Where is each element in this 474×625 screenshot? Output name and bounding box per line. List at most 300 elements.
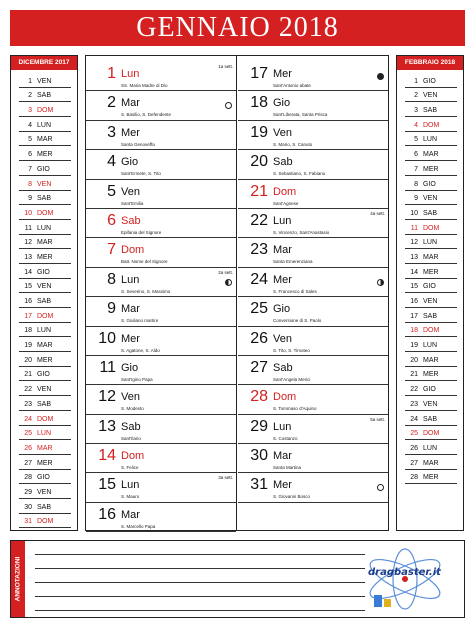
side-day-name: VEN (37, 283, 52, 291)
side-day-name: MAR (423, 459, 439, 467)
side-day-row (405, 440, 457, 455)
side-day-number: 18 (24, 327, 32, 335)
day-number: 18 (250, 94, 268, 112)
side-day-name: DOM (37, 209, 54, 217)
side-day-name: LUN (37, 327, 52, 335)
side-day-row (405, 337, 457, 352)
day-cell (238, 473, 388, 502)
side-day-row (405, 205, 457, 220)
week-number: 4a sett. (370, 210, 385, 216)
weekday: Sab (273, 361, 293, 374)
side-day-number: 15 (410, 283, 418, 291)
saint-name: S. Mario, S. Canuto (273, 141, 313, 147)
saint-name: Batt. Nome del Signore (121, 259, 168, 265)
side-day-row (405, 161, 457, 176)
site-logo (360, 545, 450, 613)
side-day-row (19, 411, 71, 426)
side-day-row (405, 235, 457, 250)
saint-name: S. Mauro (121, 494, 140, 500)
side-day-name: GIO (37, 474, 50, 482)
side-day-number: 22 (24, 386, 32, 394)
day-cell (238, 268, 388, 297)
day-cell (86, 415, 236, 444)
side-day-number: 16 (24, 298, 32, 305)
side-day-name: DOM (37, 415, 54, 423)
day-number: 17 (250, 65, 268, 82)
side-day-name: GIO (423, 386, 436, 394)
side-day-number: 8 (414, 180, 418, 188)
day-cell (238, 150, 388, 179)
saint-name: Epifania del Signore (121, 229, 162, 235)
day-cell (86, 385, 236, 414)
day-number: 13 (98, 417, 116, 435)
side-day-number: 25 (410, 430, 418, 438)
side-day-row (19, 470, 71, 485)
saint-name: S. Giuliano martire (121, 318, 159, 324)
day-number: 30 (250, 447, 268, 465)
full-moon-icon (377, 484, 384, 491)
side-day-row (19, 220, 71, 235)
side-day-name: SAB (37, 400, 52, 408)
side-day-number: 1 (28, 77, 32, 85)
next-month-column (396, 55, 464, 531)
side-day-row (19, 381, 71, 396)
first-quarter-moon-icon (377, 279, 384, 286)
side-day-number: 4 (28, 121, 32, 129)
weekday: Lun (121, 273, 140, 286)
week-number: 2a sett. (218, 269, 233, 275)
saint-name: S. Costanzo (273, 435, 298, 441)
side-day-row (19, 337, 71, 352)
side-day-name: LUN (37, 224, 52, 232)
side-day-name: VEN (423, 400, 438, 408)
side-day-number: 11 (24, 224, 32, 232)
saint-name: Sant'Igino Papa (121, 376, 153, 382)
side-day-row (405, 367, 457, 382)
day-cell (238, 444, 388, 473)
side-day-number: 30 (24, 503, 32, 511)
day-number: 9 (107, 300, 116, 318)
side-day-name: MER (37, 459, 53, 467)
side-day-name: VEN (37, 180, 52, 188)
side-day-name: MAR (37, 444, 53, 452)
side-day-name: MER (37, 253, 53, 261)
side-day-number: 17 (410, 312, 418, 320)
side-day-number: 14 (24, 268, 32, 276)
day-cell (86, 268, 236, 297)
side-day-row (19, 205, 71, 220)
side-day-row (19, 352, 71, 367)
side-day-name: SAB (37, 195, 52, 203)
previous-month-column (10, 55, 78, 531)
weekday: Sab (273, 156, 293, 169)
day-cell (86, 473, 236, 502)
day-number: 20 (250, 153, 268, 171)
side-day-row (19, 264, 71, 279)
saint-name: S. Vincenzo, Sant'Anastasio (273, 229, 330, 235)
note-line (35, 610, 365, 611)
side-day-row (19, 191, 71, 206)
weekday: Gio (273, 97, 291, 110)
side-day-name: GIO (37, 165, 50, 173)
side-day-row (19, 235, 71, 250)
side-day-row (19, 161, 71, 176)
side-day-number: 19 (410, 342, 418, 350)
side-day-row (19, 176, 71, 191)
side-day-name: DOM (37, 107, 54, 115)
saint-name: Sant'Angela Merici (273, 376, 311, 382)
weekday: Mar (121, 303, 140, 316)
day-number: 11 (99, 358, 116, 376)
side-day-row (19, 102, 71, 117)
side-day-number: 5 (28, 136, 32, 144)
annotations-tab (11, 541, 25, 617)
next-month-day-list (405, 73, 457, 484)
day-number: 28 (250, 388, 268, 406)
logo-text: dragbaster.it (368, 567, 441, 578)
weekday: Ven (273, 332, 292, 345)
weekday: Mar (273, 450, 292, 463)
side-day-row (19, 367, 71, 382)
side-day-number: 2 (414, 92, 418, 100)
side-day-name: MAR (423, 253, 439, 261)
weekday: Dom (273, 185, 297, 198)
saint-name: Santa Genoveffa (121, 141, 155, 147)
weekday: Gio (273, 303, 291, 316)
side-day-name: LUN (37, 121, 52, 129)
side-day-row (405, 220, 457, 235)
weekday: Mer (273, 479, 292, 492)
days-column-17-31 (238, 62, 388, 503)
side-day-name: MER (423, 371, 439, 379)
side-day-row (405, 426, 457, 441)
column-divider (236, 56, 237, 530)
side-day-number: 25 (24, 430, 32, 438)
side-day-row (405, 308, 457, 323)
side-day-name: SAB (423, 415, 438, 423)
saint-name: Sant'Ilario (121, 435, 141, 441)
saint-name: SS. Maria Madre di Dio (121, 83, 168, 88)
saint-name: S. Felice (121, 465, 139, 471)
day-number: 2 (107, 94, 116, 112)
day-cell (86, 503, 236, 532)
side-day-number: 4 (414, 121, 418, 129)
days-column-1-16 (86, 62, 236, 532)
side-day-number: 16 (410, 298, 418, 305)
side-day-name: DOM (423, 327, 440, 335)
side-day-row (19, 132, 71, 147)
side-day-name: GIO (423, 77, 436, 85)
side-day-name: MER (423, 165, 439, 173)
side-day-number: 28 (24, 474, 32, 482)
weekday: Mar (121, 508, 140, 521)
side-day-name: GIO (423, 283, 436, 291)
side-day-row (19, 499, 71, 514)
side-day-name: GIO (423, 180, 436, 188)
side-day-row (19, 514, 71, 529)
side-day-name: DOM (37, 312, 54, 320)
saint-name: Sant'Emilia (121, 200, 144, 206)
side-day-name: VEN (37, 386, 52, 394)
side-day-number: 8 (28, 180, 32, 188)
side-day-number: 6 (414, 151, 418, 159)
side-day-number: 26 (24, 444, 32, 452)
side-day-name: SAB (423, 312, 438, 320)
side-day-name: MER (423, 474, 439, 482)
full-moon-icon (225, 102, 232, 109)
side-day-row (19, 426, 71, 441)
weekday: Gio (121, 156, 139, 169)
saint-name: S. Giovanni Bosco (273, 494, 311, 500)
day-number: 27 (250, 358, 268, 376)
side-day-name: DOM (37, 518, 54, 526)
side-day-row (405, 117, 457, 132)
weekday: Lun (273, 214, 292, 227)
side-day-number: 19 (24, 342, 32, 350)
day-number: 22 (250, 211, 268, 229)
side-day-name: DOM (423, 430, 440, 438)
weekday: Sab (121, 214, 141, 227)
day-number: 4 (107, 153, 116, 171)
side-day-number: 2 (28, 92, 32, 100)
weekday: Dom (121, 244, 145, 257)
side-day-number: 23 (24, 400, 32, 408)
weekday: Lun (273, 420, 292, 433)
side-day-row (405, 293, 457, 308)
side-day-number: 5 (414, 136, 418, 144)
side-day-number: 6 (28, 151, 32, 159)
day-cell (86, 209, 236, 238)
side-day-number: 31 (24, 518, 32, 526)
weekday: Dom (121, 450, 145, 463)
saint-name: S. Agatone, S. Aldo (121, 347, 160, 353)
side-day-row (405, 73, 457, 88)
day-number: 23 (250, 241, 268, 259)
side-day-name: DOM (423, 121, 440, 129)
side-day-row (405, 470, 457, 485)
day-number: 21 (250, 182, 268, 200)
day-cell (238, 238, 388, 267)
day-number: 12 (98, 388, 116, 406)
side-day-row (19, 88, 71, 103)
side-day-row (405, 455, 457, 470)
weekday: Mer (273, 68, 292, 80)
side-day-name: LUN (423, 239, 438, 247)
day-number: 7 (107, 241, 116, 259)
side-day-row (405, 264, 457, 279)
month-title: GENNAIO 2018 (10, 10, 465, 46)
side-day-number: 28 (410, 474, 418, 482)
side-day-name: MAR (37, 342, 53, 350)
side-day-number: 18 (410, 327, 418, 335)
side-day-name: MER (37, 151, 53, 159)
side-day-name: MER (37, 356, 53, 364)
side-day-row (405, 191, 457, 206)
saint-name: Sant'Liberata, Santa Prisca (273, 112, 328, 118)
side-day-number: 29 (24, 488, 32, 496)
saint-name: S. Severino, S. Massimo (121, 288, 171, 294)
saint-name: Santa Martina (273, 465, 302, 471)
day-number: 31 (250, 476, 268, 494)
day-cell (238, 297, 388, 326)
side-day-number: 9 (414, 195, 418, 203)
side-day-number: 24 (410, 415, 418, 423)
side-day-row (19, 249, 71, 264)
side-day-row (405, 88, 457, 103)
side-day-name: LUN (37, 430, 52, 438)
side-day-name: GIO (37, 268, 50, 276)
weekday: Mar (273, 244, 292, 257)
weekday: Ven (121, 391, 140, 404)
side-day-name: LUN (423, 444, 438, 452)
day-number: 1 (107, 65, 116, 82)
weekday: Dom (273, 391, 297, 404)
previous-month-label: DICEMBRE 2017 (11, 56, 77, 70)
saint-name: S. Tommaso d'Aquino (273, 406, 317, 412)
day-cell (86, 91, 236, 120)
previous-month-day-list (19, 73, 71, 528)
day-cell (86, 121, 236, 150)
side-day-row (405, 249, 457, 264)
side-day-row (19, 323, 71, 338)
side-day-row (405, 146, 457, 161)
side-day-number: 10 (410, 209, 418, 217)
day-number: 5 (107, 182, 116, 200)
new-moon-icon (377, 73, 384, 80)
saint-name: S. Marcello Papa (121, 523, 156, 529)
side-day-row (405, 352, 457, 367)
day-cell (86, 62, 236, 91)
side-day-row (405, 279, 457, 294)
side-day-name: MAR (423, 356, 439, 364)
side-day-number: 20 (410, 356, 418, 364)
side-day-row (19, 308, 71, 323)
day-cell (238, 385, 388, 414)
side-day-number: 10 (24, 209, 32, 217)
weekday: Mer (121, 126, 140, 139)
side-day-number: 21 (24, 371, 32, 379)
side-day-number: 1 (414, 77, 418, 85)
side-day-number: 3 (414, 107, 418, 115)
day-number: 15 (98, 476, 116, 494)
side-day-row (405, 396, 457, 411)
day-cell (238, 327, 388, 356)
weekday: Ven (273, 126, 292, 139)
day-number: 3 (107, 123, 116, 141)
side-day-name: VEN (423, 195, 438, 203)
side-day-number: 27 (410, 459, 418, 467)
day-cell (86, 297, 236, 326)
saint-name: Sant'Agnese (273, 200, 299, 206)
side-day-name: VEN (37, 488, 52, 496)
weekday: Lun (121, 68, 140, 80)
side-day-row (19, 146, 71, 161)
side-day-name: SAB (37, 92, 52, 100)
weekday: Mar (121, 97, 140, 110)
side-day-row (19, 73, 71, 88)
note-line (35, 568, 365, 569)
side-day-name: VEN (423, 92, 438, 100)
day-cell (238, 121, 388, 150)
side-day-number: 12 (410, 239, 418, 247)
side-day-number: 17 (24, 312, 32, 320)
side-day-row (19, 455, 71, 470)
weekday: Mer (273, 273, 292, 286)
side-day-name: GIO (37, 371, 50, 379)
weekday: Mer (121, 332, 140, 345)
side-day-name: DOM (423, 224, 440, 232)
saint-name: Sant'Antonio abate (273, 83, 311, 88)
weekday: Ven (121, 185, 140, 198)
saint-name: Santa Emerenziana (273, 259, 313, 265)
side-day-number: 7 (414, 165, 418, 173)
side-day-number: 14 (410, 268, 418, 276)
day-cell (86, 444, 236, 473)
next-month-label: FEBBRAIO 2018 (397, 56, 463, 70)
side-day-name: SAB (37, 503, 52, 511)
side-day-row (19, 293, 71, 308)
day-cell (86, 238, 236, 267)
day-cell (238, 62, 388, 91)
side-day-name: MAR (37, 239, 53, 247)
weekday: Gio (121, 361, 139, 374)
day-cell (238, 180, 388, 209)
week-number: 5a sett. (370, 416, 385, 422)
note-line (35, 596, 365, 597)
side-day-number: 20 (24, 356, 32, 364)
saint-name: Conversione di S. Paolo (273, 318, 322, 324)
day-number: 8 (107, 270, 116, 288)
side-day-number: 26 (410, 444, 418, 452)
side-day-number: 22 (410, 386, 418, 394)
note-line (35, 582, 365, 583)
side-day-number: 7 (28, 165, 32, 173)
last-quarter-moon-icon (225, 279, 232, 286)
saint-name: S. Tito, S. Timoteo (273, 347, 310, 353)
side-day-row (19, 440, 71, 455)
side-day-row (405, 102, 457, 117)
day-cell (238, 356, 388, 385)
saint-name: Sant'Ermete, S. Tito (121, 171, 161, 177)
side-day-number: 13 (410, 253, 418, 261)
side-day-number: 15 (24, 283, 32, 291)
side-day-number: 12 (24, 239, 32, 247)
side-day-name: SAB (423, 107, 438, 115)
side-day-name: VEN (37, 77, 52, 85)
day-cell (86, 327, 236, 356)
day-cell (238, 209, 388, 238)
saint-name: S. Modesto (121, 406, 144, 412)
day-number: 24 (250, 270, 268, 288)
side-day-number: 27 (24, 459, 32, 467)
week-number: 3a sett. (218, 475, 233, 481)
day-cell (238, 91, 388, 120)
side-day-row (405, 323, 457, 338)
side-day-row (405, 411, 457, 426)
day-number: 25 (250, 300, 268, 318)
side-day-name: MAR (37, 136, 53, 144)
side-day-number: 24 (24, 415, 32, 423)
side-day-number: 9 (28, 195, 32, 203)
side-day-number: 11 (410, 224, 418, 232)
day-cell (86, 150, 236, 179)
side-day-name: VEN (423, 298, 438, 305)
day-number: 19 (250, 123, 268, 141)
saint-name: S. Basilio, S. Defendente (121, 112, 172, 118)
atom-logo-icon (360, 545, 450, 613)
day-number: 29 (250, 417, 268, 435)
day-cell (238, 415, 388, 444)
